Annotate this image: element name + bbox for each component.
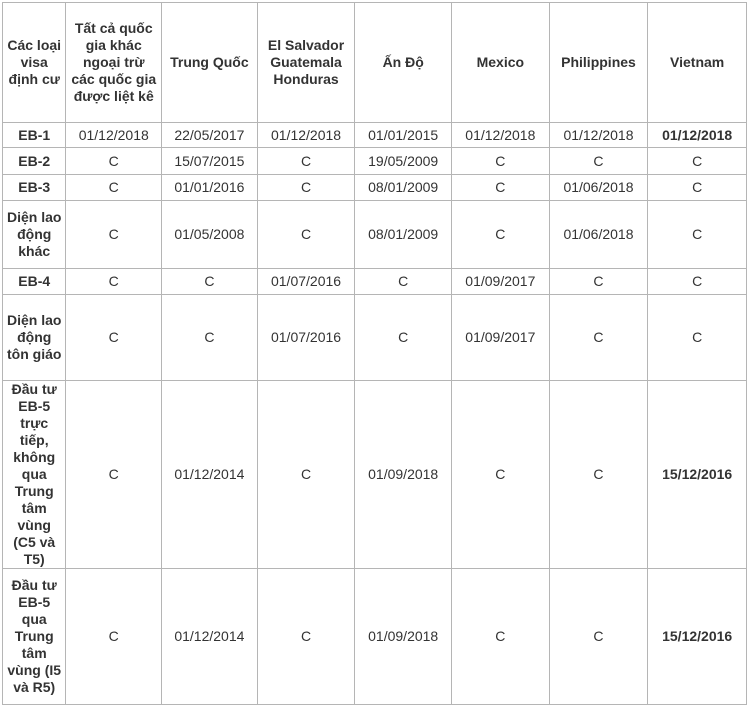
row-label: EB-3	[3, 175, 66, 201]
table-cell: 15/07/2015	[162, 148, 258, 175]
table-cell: 01/07/2016	[257, 269, 355, 295]
column-header-china: Trung Quốc	[162, 3, 258, 123]
table-header-row	[3, 3, 747, 123]
table-cell: 01/12/2018	[452, 123, 550, 148]
table-cell: C	[66, 295, 162, 381]
table-cell: C	[549, 381, 648, 569]
table-cell-vietnam: 15/12/2016	[648, 381, 747, 569]
table-cell: C	[549, 295, 648, 381]
row-label: EB-1	[3, 123, 66, 148]
table-cell: C	[162, 295, 258, 381]
table-cell-vietnam: 01/12/2018	[648, 123, 747, 148]
table-cell: C	[549, 269, 648, 295]
table-cell: C	[66, 269, 162, 295]
table-cell: 01/01/2015	[355, 123, 452, 148]
visa-bulletin-table	[2, 2, 747, 705]
table-cell: C	[66, 175, 162, 201]
column-header-mexico: Mexico	[452, 3, 550, 123]
table-cell: C	[355, 269, 452, 295]
table-row-religious-workers	[3, 295, 747, 381]
table-cell: C	[452, 381, 550, 569]
table-cell-vietnam: C	[648, 201, 747, 269]
table-cell-vietnam: 15/12/2016	[648, 569, 747, 705]
table-cell: 01/06/2018	[549, 201, 648, 269]
table-cell-vietnam: C	[648, 148, 747, 175]
table-cell: 01/07/2016	[257, 295, 355, 381]
column-header-el-salvador-guatemala-honduras: El Salvador Guatemala Honduras	[257, 3, 355, 123]
table-cell: 01/01/2016	[162, 175, 258, 201]
table-cell: C	[452, 148, 550, 175]
table-cell-vietnam: C	[648, 295, 747, 381]
table-cell: C	[452, 175, 550, 201]
table-cell-vietnam: C	[648, 175, 747, 201]
column-header-all-other-countries: Tất cả quốc gia khác ngoại trừ các quốc gia được liệt kê	[66, 3, 162, 123]
table-cell: 01/09/2017	[452, 295, 550, 381]
table-cell: 01/12/2014	[162, 381, 258, 569]
table-cell: 01/09/2017	[452, 269, 550, 295]
table-row-eb5-regional-center	[3, 569, 747, 705]
table-cell: 01/12/2018	[66, 123, 162, 148]
row-label: EB-4	[3, 269, 66, 295]
table-cell-vietnam: C	[648, 269, 747, 295]
table-cell: C	[257, 381, 355, 569]
table-cell: C	[66, 148, 162, 175]
table-cell: C	[452, 569, 550, 705]
table-cell: 19/05/2009	[355, 148, 452, 175]
table-cell: 01/09/2018	[355, 569, 452, 705]
table-cell: 01/06/2018	[549, 175, 648, 201]
table-cell: C	[66, 381, 162, 569]
table-cell: C	[257, 175, 355, 201]
table-cell: C	[66, 569, 162, 705]
table-cell: C	[257, 201, 355, 269]
table-cell: C	[452, 201, 550, 269]
table-row-other-workers	[3, 201, 747, 269]
table-cell: C	[66, 201, 162, 269]
table-cell: 08/01/2009	[355, 175, 452, 201]
table-cell: 08/01/2009	[355, 201, 452, 269]
table-cell: 01/12/2014	[162, 569, 258, 705]
column-header-vietnam: Vietnam	[648, 3, 747, 123]
table-cell: C	[549, 148, 648, 175]
row-label: Diện lao động khác	[3, 201, 66, 269]
table-cell: 01/12/2018	[257, 123, 355, 148]
table-row-eb5-direct	[3, 381, 747, 569]
column-header-visa-type: Các loại visa định cư	[3, 3, 66, 123]
table-cell: C	[355, 295, 452, 381]
column-header-philippines: Philippines	[549, 3, 648, 123]
table-row-eb4	[3, 269, 747, 295]
row-label: EB-2	[3, 148, 66, 175]
row-label: Đầu tư EB-5 trực tiếp, không qua Trung tâm vùng (C5 và T5)	[3, 381, 66, 569]
table-cell: C	[257, 569, 355, 705]
table-cell: 22/05/2017	[162, 123, 258, 148]
table-cell: C	[162, 269, 258, 295]
table-cell: C	[549, 569, 648, 705]
table-cell: 01/12/2018	[549, 123, 648, 148]
table-cell: C	[257, 148, 355, 175]
table-row-eb2	[3, 148, 747, 175]
table-cell: 01/05/2008	[162, 201, 258, 269]
column-header-india: Ấn Độ	[355, 3, 452, 123]
table-cell: 01/09/2018	[355, 381, 452, 569]
row-label: Đầu tư EB-5 qua Trung tâm vùng (I5 và R5)	[3, 569, 66, 705]
table-row-eb1	[3, 123, 747, 148]
table-row-eb3	[3, 175, 747, 201]
row-label: Diện lao động tôn giáo	[3, 295, 66, 381]
